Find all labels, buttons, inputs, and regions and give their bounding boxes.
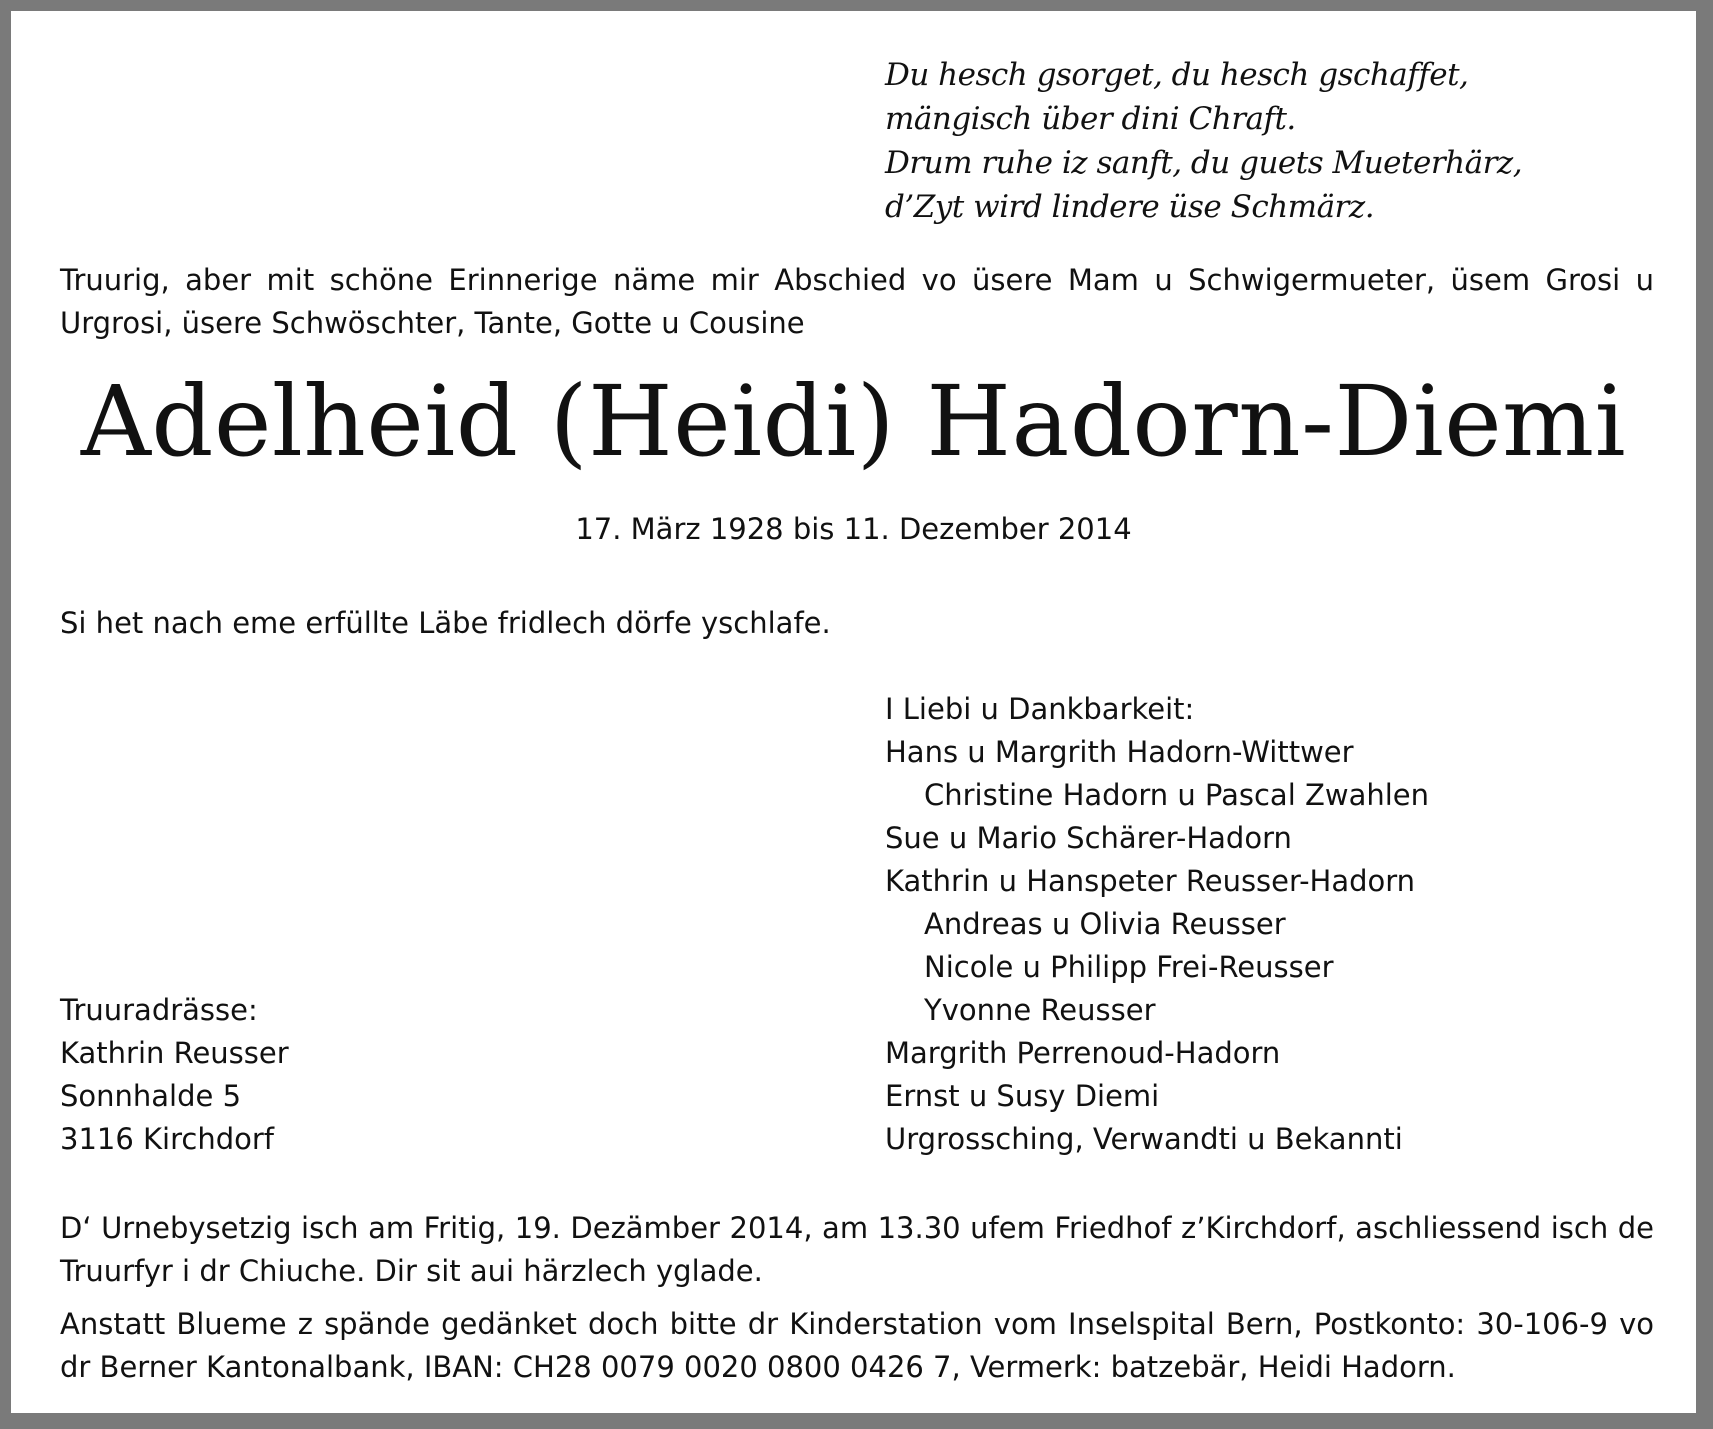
mourner-entry: Kathrin u Hanspeter Reusser-Hadorn: [885, 864, 1416, 898]
poem-line: d’Zyt wird lindere üse Schmärz.: [885, 189, 1375, 225]
obituary-page: [11, 11, 1696, 1413]
statement-text: Si het nach eme erfüllte Läbe fridlech dörfe yschlafe.: [60, 606, 831, 640]
funeral-notice: D‘ Urnebysetzig isch am Fritig, 19. Dezämber 2014, am 13.30 ufem Friedhof z’Kirchdorf, aschliessend isch de Truurfyr i dr Chiuche. Dir sit aui härzlech yglade.: [60, 1211, 1654, 1288]
address-line: Kathrin Reusser: [60, 1036, 289, 1070]
mourner-entry: Yvonne Reusser: [924, 993, 1156, 1027]
address-heading: Truuradrässe:: [60, 993, 258, 1027]
mourners-list: [885, 688, 1429, 1161]
life-dates: 17. März 1928 bis 11. Dezember 2014: [575, 512, 1132, 546]
mourner-entry: Andreas u Olivia Reusser: [924, 907, 1286, 941]
donation-notice: Anstatt Blueme z spände gedänket doch bitte dr Kinderstation vom Inselspital Bern, Postkonto: 30-106-9 vo dr Berner Kantonalbank, IBAN: CH28 0079 0020 0800 0426 7, Vermerk: batzebär, Heidi Hadorn.: [60, 1307, 1654, 1384]
mourner-entry: Margrith Perrenoud-Hadorn: [885, 1036, 1281, 1070]
poem-line: mängisch über dini Chraft.: [885, 101, 1296, 137]
poem: [885, 53, 1522, 229]
address-line: 3116 Kirchdorf: [60, 1122, 274, 1156]
poem-line: Drum ruhe iz sanft, du guets Mueterhärz,: [885, 145, 1523, 181]
mourners-heading: I Liebi u Dankbarkeit:: [885, 692, 1195, 726]
intro-text: Truurig, aber mit schöne Erinnerige näme mir Abschied vo üsere Mam u Schwigermueter, üsem Grosi u Urgrosi, üsere Schwöschter, Tante, Gotte u Cousine: [60, 263, 1654, 340]
poem-line: Du hesch gsorget, du hesch gschaffet,: [885, 57, 1469, 93]
mourner-entry: Urgrossching, Verwandti u Bekannti: [885, 1122, 1403, 1156]
mourner-entry: Sue u Mario Schärer-Hadorn: [885, 821, 1292, 855]
mourning-address: [60, 989, 289, 1161]
deceased-name: Adelheid (Heidi) Hadorn-Diemi: [80, 365, 1627, 478]
mourner-entry: Christine Hadorn u Pascal Zwahlen: [924, 778, 1429, 812]
mourner-entry: Hans u Margrith Hadorn-Wittwer: [885, 735, 1354, 769]
address-line: Sonnhalde 5: [60, 1079, 242, 1113]
mourner-entry: Ernst u Susy Diemi: [885, 1079, 1160, 1113]
mourner-entry: Nicole u Philipp Frei-Reusser: [924, 950, 1334, 984]
